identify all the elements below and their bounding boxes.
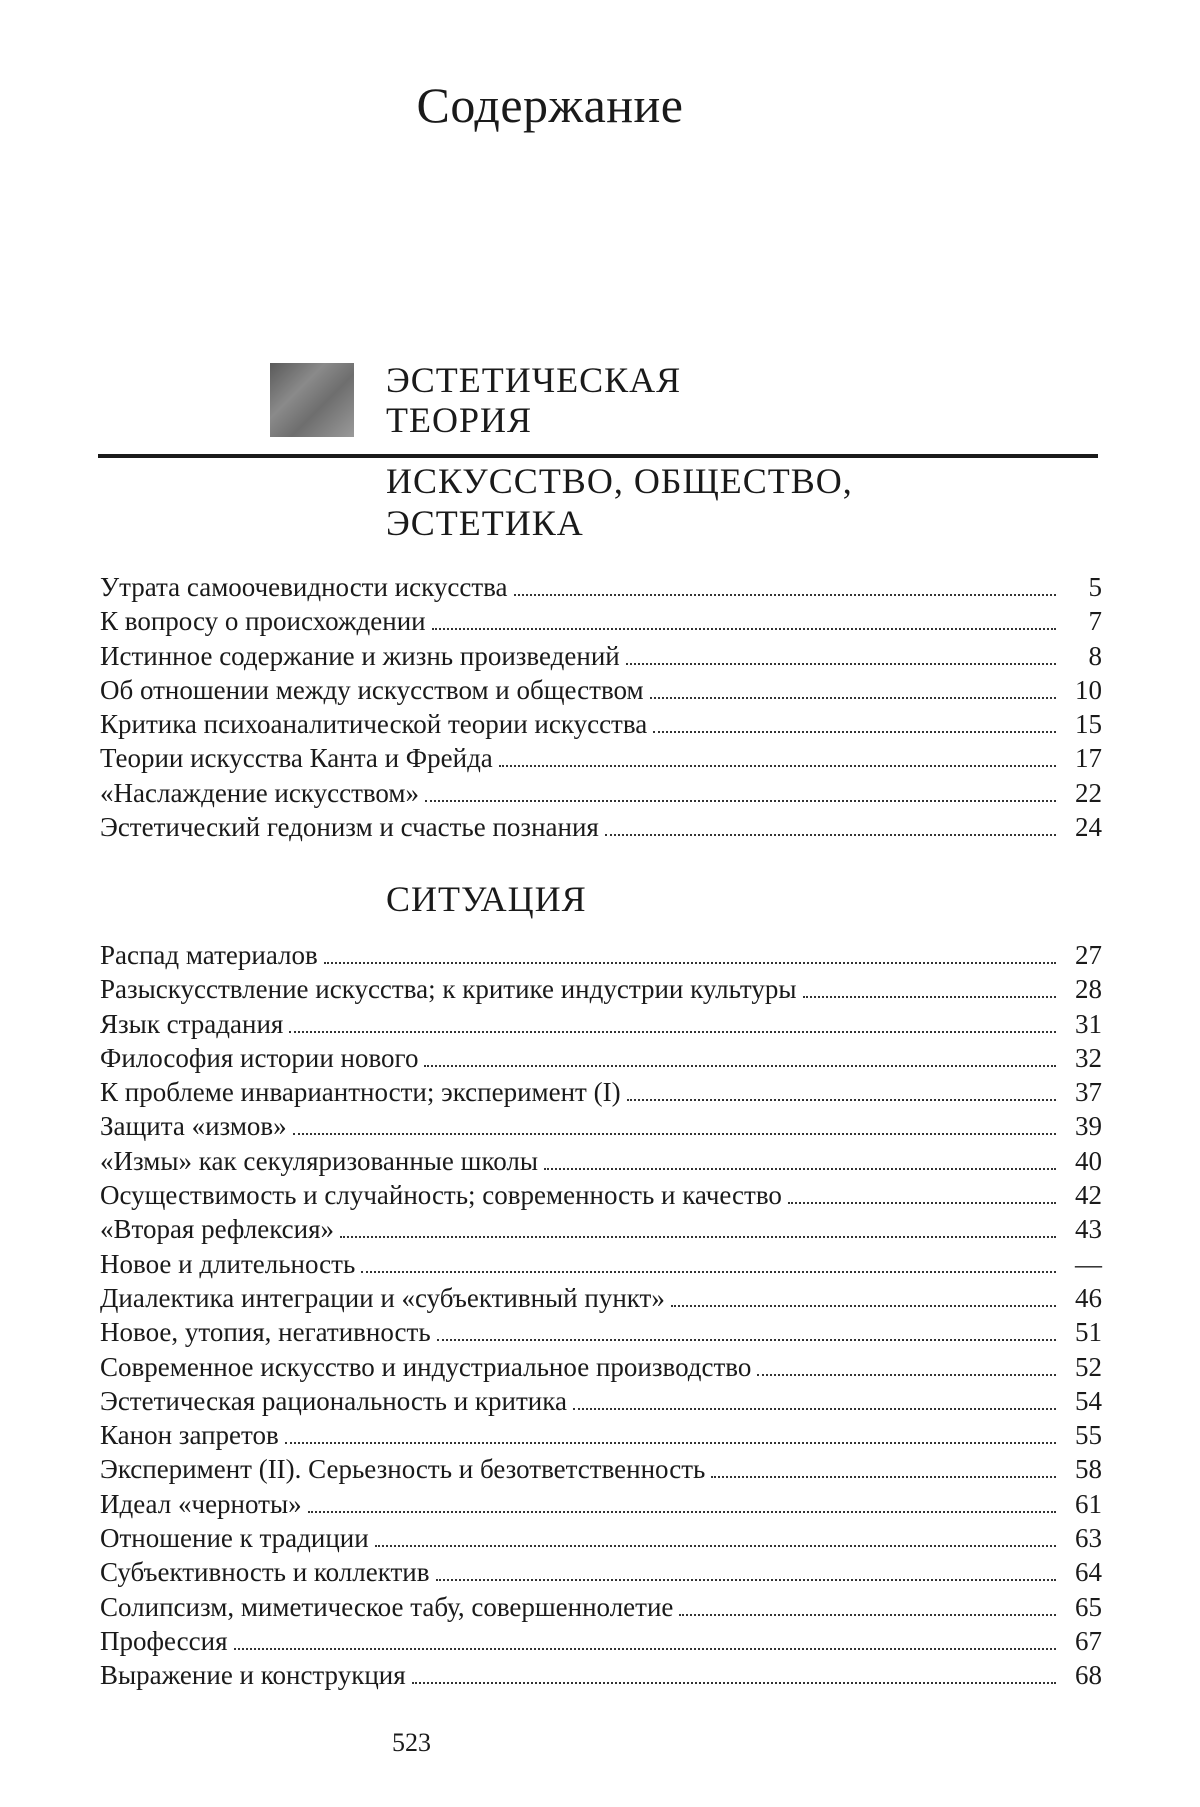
dot-leader xyxy=(679,1614,1056,1616)
dot-leader xyxy=(514,594,1057,596)
toc-entry-title: Теории искусства Канта и Фрейда xyxy=(100,743,493,774)
toc-entry-page: 8 xyxy=(1088,640,1102,671)
toc-entry-title: Новое и длительность xyxy=(100,1248,356,1279)
toc-entry xyxy=(100,743,1102,777)
toc-entry-page: 27 xyxy=(1075,940,1102,970)
toc-entry-page: — xyxy=(1075,1248,1102,1279)
toc-entry-page: 37 xyxy=(1075,1077,1102,1108)
toc-entry xyxy=(100,1454,1102,1488)
toc-entry xyxy=(100,675,1102,709)
toc-entry xyxy=(100,1077,1102,1111)
toc-entry-title: Солипсизм, миметическое табу, совершеннолетие xyxy=(100,1591,674,1622)
dot-leader xyxy=(293,1133,1056,1135)
toc-entry-title: Идеал «черноты» xyxy=(100,1488,302,1519)
toc-entry-page: 22 xyxy=(1075,777,1102,808)
toc-entry-title: «Наслаждение искусством» xyxy=(100,777,420,808)
dot-leader xyxy=(285,1442,1056,1444)
toc-list-section-2 xyxy=(100,940,1102,1695)
dot-leader xyxy=(234,1648,1057,1650)
toc-entry xyxy=(100,709,1102,743)
dot-leader xyxy=(544,1168,1056,1170)
part-ornament xyxy=(270,363,354,437)
toc-entry-page: 51 xyxy=(1075,1317,1102,1348)
toc-entry xyxy=(100,1386,1102,1420)
toc-entry-title: Эксперимент (II). Серьезность и безответственность xyxy=(100,1454,706,1485)
toc-entry-page: 68 xyxy=(1075,1660,1102,1691)
dot-leader xyxy=(803,996,1057,998)
toc-entry xyxy=(100,1180,1102,1214)
dot-leader xyxy=(653,731,1056,733)
toc-entry-title: Отношение к традиции xyxy=(100,1523,369,1554)
toc-entry-title: Осуществимость и случайность; современность и качество xyxy=(100,1180,782,1211)
page-number: 523 xyxy=(392,1728,431,1757)
toc-entry xyxy=(100,1489,1102,1523)
toc-entry xyxy=(100,1557,1102,1591)
toc-entry-page: 24 xyxy=(1075,812,1102,843)
section-title-situation xyxy=(386,878,587,920)
toc-entry-title: «Вторая рефлексия» xyxy=(100,1214,334,1245)
dot-leader xyxy=(650,697,1056,699)
toc-entry-page: 28 xyxy=(1075,974,1102,1005)
dot-leader xyxy=(788,1202,1056,1204)
toc-entry-title: Профессия xyxy=(100,1625,228,1656)
dot-leader xyxy=(711,1476,1056,1478)
toc-entry xyxy=(100,1523,1102,1557)
dot-leader xyxy=(436,1579,1057,1581)
toc-entry xyxy=(100,1214,1102,1248)
toc-entry-title: Эстетический гедонизм и счастье познания xyxy=(100,812,599,843)
toc-entry xyxy=(100,778,1102,812)
divider-rule xyxy=(98,454,1098,458)
dot-leader xyxy=(627,1099,1056,1101)
toc-entry-page: 43 xyxy=(1075,1214,1102,1245)
toc-entry-title: Разыскусствление искусства; к критике индустрии культуры xyxy=(100,974,797,1005)
toc-entry xyxy=(100,1420,1102,1454)
toc-entry-title: Утрата самоочевидности искусства xyxy=(100,572,508,602)
toc-entry-page: 42 xyxy=(1075,1180,1102,1211)
toc-entry xyxy=(100,606,1102,640)
page-title: Содержание xyxy=(416,76,684,133)
toc-entry xyxy=(100,1317,1102,1351)
dot-leader xyxy=(757,1374,1056,1376)
toc-entry xyxy=(100,812,1102,846)
toc-entry xyxy=(100,1592,1102,1626)
dot-leader xyxy=(626,663,1056,665)
toc-entry-title: Эстетическая рациональность и критика xyxy=(100,1385,567,1416)
toc-entry-title: К проблеме инвариантности; эксперимент (I) xyxy=(100,1077,621,1108)
part-header xyxy=(270,360,681,440)
dot-leader xyxy=(375,1545,1056,1547)
dot-leader xyxy=(573,1408,1056,1410)
toc-entry-page: 55 xyxy=(1075,1420,1102,1451)
dot-leader xyxy=(437,1339,1056,1341)
dot-leader xyxy=(671,1305,1056,1307)
toc-entry-page: 63 xyxy=(1075,1523,1102,1554)
toc-entry-title: Выражение и конструкция xyxy=(100,1660,406,1691)
toc-entry-page: 65 xyxy=(1075,1591,1102,1622)
toc-entry-title: Распад материалов xyxy=(100,940,318,970)
toc-entry-page: 52 xyxy=(1075,1351,1102,1382)
toc-entry xyxy=(100,1283,1102,1317)
toc-entry xyxy=(100,1146,1102,1180)
dot-leader xyxy=(361,1271,1056,1273)
dot-leader xyxy=(308,1511,1056,1513)
toc-entry-title: Философия истории нового xyxy=(100,1042,419,1073)
toc-entry-title: Современное искусство и индустриальное производство xyxy=(100,1351,752,1382)
part-title-line: ТЕОРИЯ xyxy=(386,400,533,440)
toc-entry-title: Защита «измов» xyxy=(100,1111,287,1142)
toc-entry-title: Диалектика интеграции и «субъективный пункт» xyxy=(100,1282,665,1313)
toc-entry-page: 5 xyxy=(1088,572,1102,602)
toc-list-section-1 xyxy=(100,572,1102,846)
section-title-line: ИСКУССТВО, ОБЩЕСТВО, xyxy=(386,461,853,501)
toc-entry-title: Субъективность и коллектив xyxy=(100,1557,430,1588)
toc-entry xyxy=(100,641,1102,675)
toc-entry-page: 64 xyxy=(1075,1557,1102,1588)
toc-entry xyxy=(100,1249,1102,1283)
toc-entry xyxy=(100,1111,1102,1145)
toc-entry xyxy=(100,1009,1102,1043)
toc-entry-title: К вопросу о происхождении xyxy=(100,606,426,637)
toc-entry xyxy=(100,572,1102,606)
dot-leader xyxy=(324,962,1056,964)
toc-entry-page: 7 xyxy=(1088,606,1102,637)
toc-entry-page: 10 xyxy=(1075,674,1102,705)
toc-entry-page: 46 xyxy=(1075,1282,1102,1313)
section-title-line: ЭСТЕТИКА xyxy=(386,503,584,543)
toc-entry xyxy=(100,940,1102,974)
toc-entry-title: Канон запретов xyxy=(100,1420,279,1451)
toc-entry-page: 67 xyxy=(1075,1625,1102,1656)
toc-entry-title: Новое, утопия, негативность xyxy=(100,1317,431,1348)
toc-entry-title: Истинное содержание и жизнь произведений xyxy=(100,640,620,671)
section-title-art-society-aesthetics xyxy=(386,460,853,544)
dot-leader xyxy=(425,800,1056,802)
dot-leader xyxy=(412,1682,1056,1684)
dot-leader xyxy=(289,1031,1056,1033)
toc-entry xyxy=(100,1660,1102,1694)
toc-entry-page: 15 xyxy=(1075,709,1102,740)
toc-entry xyxy=(100,1352,1102,1386)
toc-entry-page: 39 xyxy=(1075,1111,1102,1142)
toc-entry-title: Об отношении между искусством и обществом xyxy=(100,674,644,705)
toc-entry xyxy=(100,1626,1102,1660)
toc-entry-page: 32 xyxy=(1075,1042,1102,1073)
toc-entry-page: 17 xyxy=(1075,743,1102,774)
part-title xyxy=(386,360,681,440)
toc-entry-page: 54 xyxy=(1075,1385,1102,1416)
toc-entry-title: Язык страдания xyxy=(100,1008,284,1039)
toc-entry-title: «Измы» как секуляризованные школы xyxy=(100,1145,538,1176)
toc-entry xyxy=(100,1043,1102,1077)
dot-leader xyxy=(432,628,1056,630)
toc-entry-page: 58 xyxy=(1075,1454,1102,1485)
dot-leader xyxy=(340,1236,1056,1238)
toc-entry xyxy=(100,974,1102,1008)
dot-leader xyxy=(499,765,1056,767)
dot-leader xyxy=(424,1065,1056,1067)
toc-entry-page: 40 xyxy=(1075,1145,1102,1176)
toc-entry-page: 61 xyxy=(1075,1488,1102,1519)
dot-leader xyxy=(605,834,1056,836)
toc-entry-page: 31 xyxy=(1075,1008,1102,1039)
part-title-line: ЭСТЕТИЧЕСКАЯ xyxy=(386,360,682,400)
toc-entry-title: Критика психоаналитической теории искусства xyxy=(100,709,648,740)
section-title-line: СИТУАЦИЯ xyxy=(386,879,587,919)
